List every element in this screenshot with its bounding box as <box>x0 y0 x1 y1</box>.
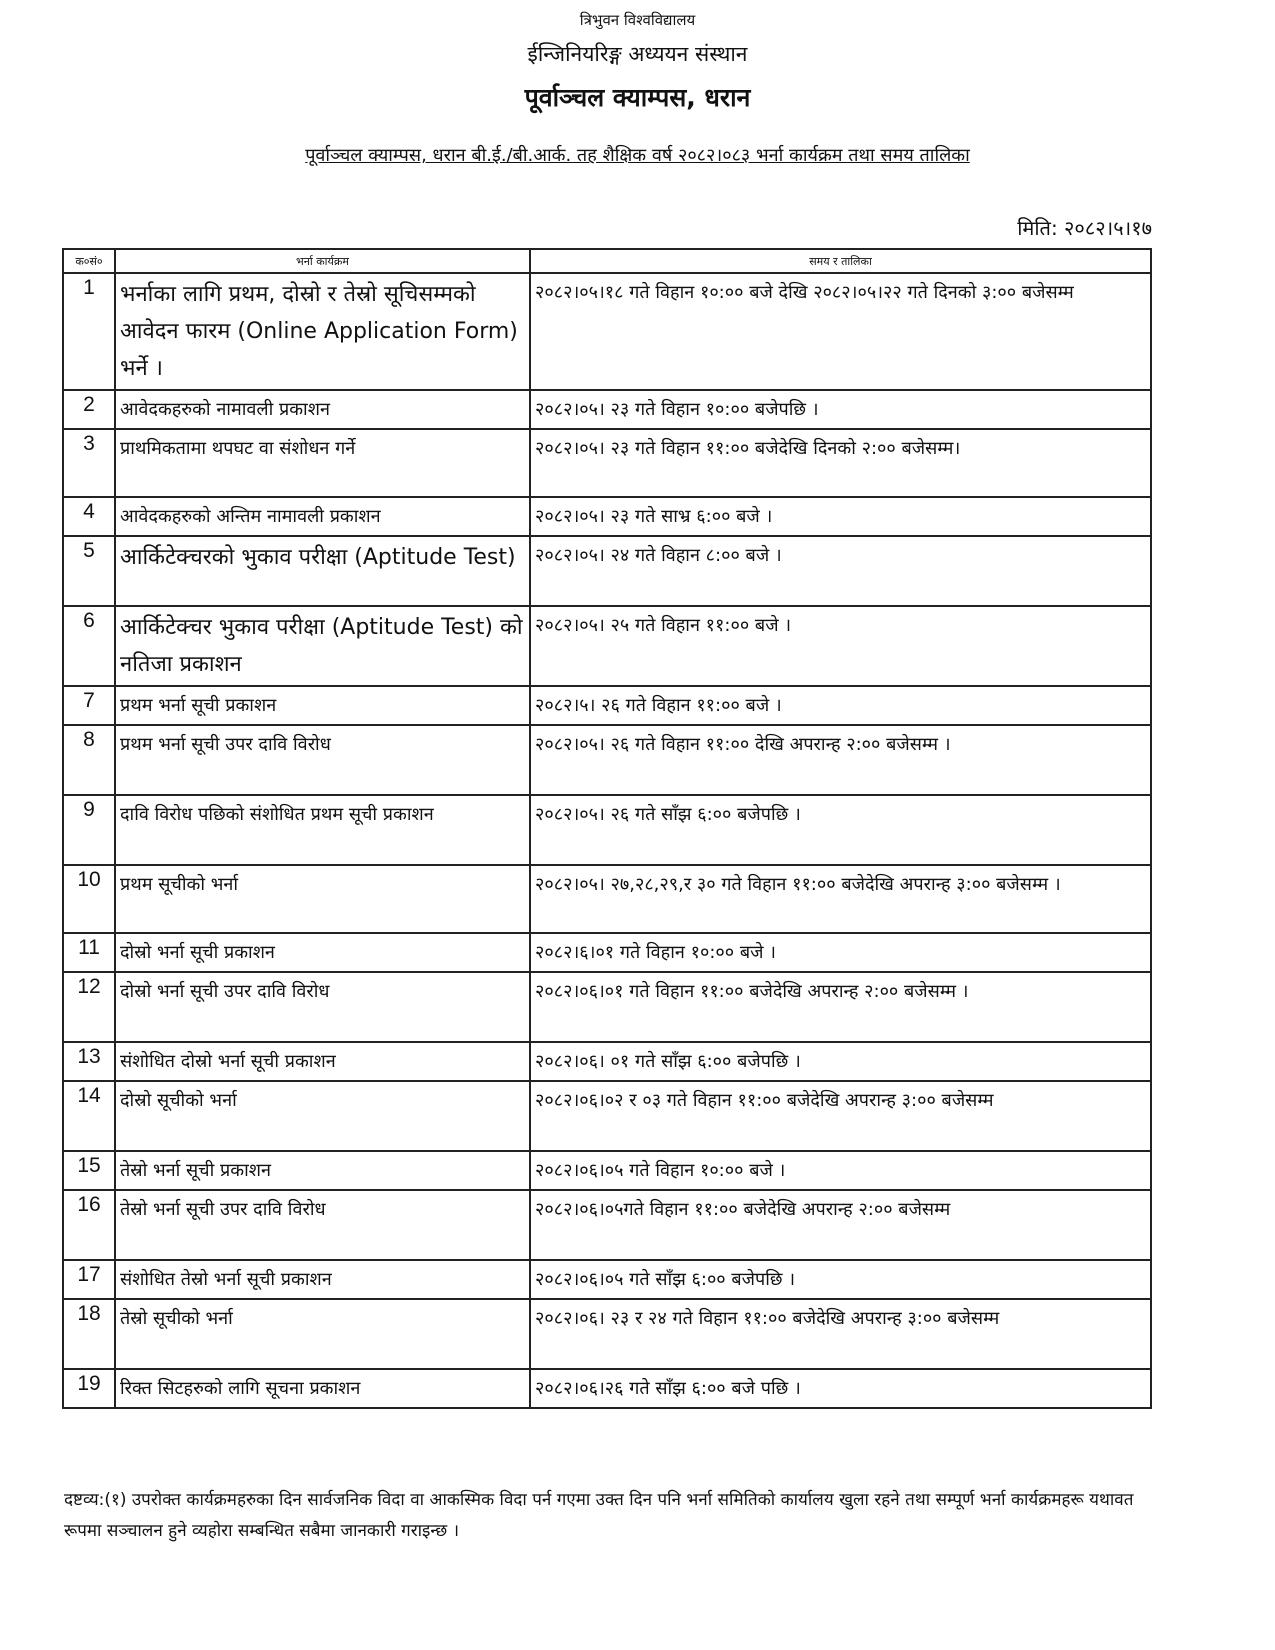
row-program: रिक्त सिटहरुको लागि सूचना प्रकाशन <box>115 1369 530 1408</box>
row-program: प्राथमिकतामा थपघट वा संशोधन गर्ने <box>115 429 530 497</box>
row-schedule: २०८२।०६। २३ र २४ गते विहान ११:०० बजेदेखि अपरान्ह ३:०० बजेसम्म <box>530 1299 1151 1369</box>
row-schedule: २०८२।०५। २३ गते विहान १०:०० बजेपछि । <box>530 390 1151 429</box>
university-name: त्रिभुवन विश्वविद्यालय <box>579 11 696 29</box>
row-program: संशोधित तेस्रो भर्ना सूची प्रकाशन <box>115 1260 530 1299</box>
row-schedule: २०८२।०६।०५ गते विहान १०:०० बजे । <box>530 1151 1151 1190</box>
note-text: दष्टव्य:(१) उपरोक्त कार्यक्रमहरुका दिन सार्वजनिक विदा वा आकस्मिक विदा पर्न गएमा उक्त दिन पनि भर्ना समितिको कार्यालय खुला रहने तथा सम्पूर्ण भर्ना कार्यक्रमहरू यथावत रूपमा सञ्चालन हुने व्यहोरा सम्बन्धित सबैमा जानकारी गराइन्छ । <box>64 1490 1134 1541</box>
row-sn: 4 <box>63 497 115 536</box>
row-program: संशोधित दोस्रो भर्ना सूची प्रकाशन <box>115 1042 530 1081</box>
row-schedule: २०८२।०५। २६ गते साँझ ६:०० बजेपछि । <box>530 795 1151 865</box>
row-sn: 3 <box>63 429 115 497</box>
row-sn: 6 <box>63 606 115 686</box>
column-header-sn: क०सं० <box>63 249 115 273</box>
campus-name: पूर्वाञ्चल क्याम्पस, धरान <box>524 83 751 112</box>
row-schedule: २०८२।०५।१८ गते विहान १०:०० बजे देखि २०८२।०५।२२ गते दिनको ३:०० बजेसम्म <box>530 273 1151 390</box>
row-program: दावि विरोध पछिको संशोधित प्रथम सूची प्रकाशन <box>115 795 530 865</box>
row-program: प्रथम सूचीको भर्ना <box>115 865 530 933</box>
row-sn: 13 <box>63 1042 115 1081</box>
document-title-text: पूर्वाञ्चल क्याम्पस, धरान बी.ई./बी.आर्क. तह शैक्षिक वर्ष २०८२।०८३ भर्ना कार्यक्रम तथा समय तालिका <box>305 145 970 166</box>
column-header-schedule: समय र तालिका <box>530 249 1151 273</box>
table-row <box>63 1369 1151 1408</box>
table-row <box>63 536 1151 606</box>
row-schedule: २०८२।०५। २३ गते विहान ११:०० बजेदेखि दिनको २:०० बजेसम्म। <box>530 429 1151 497</box>
table-row <box>63 273 1151 390</box>
row-program: दोस्रो सूचीको भर्ना <box>115 1081 530 1151</box>
row-schedule: २०८२।०५। २४ गते विहान ८:०० बजे । <box>530 536 1151 606</box>
table-row <box>63 865 1151 933</box>
row-sn: 18 <box>63 1299 115 1369</box>
row-program: आर्किटेक्चर भुकाव परीक्षा (Aptitude Test) को नतिजा प्रकाशन <box>115 606 530 686</box>
row-schedule: २०८२।०५। २३ गते साभ्र ६:०० बजे । <box>530 497 1151 536</box>
row-schedule: २०८२।०६।०५गते विहान ११:०० बजेदेखि अपरान्ह २:०० बजेसम्म <box>530 1190 1151 1260</box>
schedule-table <box>62 248 1152 1409</box>
row-program: दोस्रो भर्ना सूची उपर दावि विरोध <box>115 972 530 1042</box>
row-program: दोस्रो भर्ना सूची प्रकाशन <box>115 933 530 972</box>
row-schedule: २०८२।०५। २६ गते विहान ११:०० देखि अपरान्ह २:०० बजेसम्म । <box>530 725 1151 795</box>
row-schedule: २०८२।०५। २५ गते विहान ११:०० बजे । <box>530 606 1151 686</box>
table-row <box>63 390 1151 429</box>
row-sn: 9 <box>63 795 115 865</box>
row-program: तेस्रो सूचीको भर्ना <box>115 1299 530 1369</box>
table-row <box>63 972 1151 1042</box>
row-sn: 5 <box>63 536 115 606</box>
institute-name: ईन्जिनियरिङ्ग अध्ययन संस्थान <box>527 42 748 66</box>
table-row <box>63 1081 1151 1151</box>
table-row <box>63 1151 1151 1190</box>
row-sn: 14 <box>63 1081 115 1151</box>
row-schedule: २०८२।०६।०१ गते विहान ११:०० बजेदेखि अपरान्ह २:०० बजेसम्म । <box>530 972 1151 1042</box>
row-program: आवेदकहरुको नामावली प्रकाशन <box>115 390 530 429</box>
table-row <box>63 1260 1151 1299</box>
row-sn: 16 <box>63 1190 115 1260</box>
row-schedule: २०८२।०५। २७,२८,२९,र ३० गते विहान ११:०० बजेदेखि अपरान्ह ३:०० बजेसम्म । <box>530 865 1151 933</box>
table-row <box>63 429 1151 497</box>
table-row <box>63 795 1151 865</box>
row-sn: 1 <box>63 273 115 390</box>
row-schedule: २०८२।०६।०५ गते साँझ ६:०० बजेपछि । <box>530 1260 1151 1299</box>
table-row <box>63 497 1151 536</box>
row-program: आर्किटेक्चरको भुकाव परीक्षा (Aptitude Test) <box>115 536 530 606</box>
table-row <box>63 686 1151 725</box>
row-sn: 2 <box>63 390 115 429</box>
column-header-program: भर्ना कार्यक्रम <box>115 249 530 273</box>
row-sn: 19 <box>63 1369 115 1408</box>
row-sn: 15 <box>63 1151 115 1190</box>
row-sn: 7 <box>63 686 115 725</box>
table-row <box>63 1042 1151 1081</box>
document-title <box>0 143 1275 167</box>
table-row <box>63 725 1151 795</box>
document-date: मिति: २०८२।५।१७ <box>1017 216 1152 240</box>
row-program: तेस्रो भर्ना सूची प्रकाशन <box>115 1151 530 1190</box>
row-schedule: २०८२।६।०१ गते विहान १०:०० बजे । <box>530 933 1151 972</box>
row-schedule: २०८२।०६।०२ र ०३ गते विहान ११:०० बजेदेखि अपरान्ह ३:०० बजेसम्म <box>530 1081 1151 1151</box>
row-sn: 8 <box>63 725 115 795</box>
table-row <box>63 933 1151 972</box>
row-schedule: २०८२।०६। ०१ गते साँझ ६:०० बजेपछि । <box>530 1042 1151 1081</box>
row-sn: 17 <box>63 1260 115 1299</box>
row-program: तेस्रो भर्ना सूची उपर दावि विरोध <box>115 1190 530 1260</box>
row-program: प्रथम भर्ना सूची उपर दावि विरोध <box>115 725 530 795</box>
table-row <box>63 1299 1151 1369</box>
row-program: प्रथम भर्ना सूची प्रकाशन <box>115 686 530 725</box>
row-sn: 10 <box>63 865 115 933</box>
row-sn: 12 <box>63 972 115 1042</box>
table-row <box>63 606 1151 686</box>
row-schedule: २०८२।०६।२६ गते साँझ ६:०० बजे पछि । <box>530 1369 1151 1408</box>
row-sn: 11 <box>63 933 115 972</box>
row-program: भर्नाका लागि प्रथम, दोस्रो र तेस्रो सूचिसम्मको आवेदन फारम (Online Application Form) भर्ने । <box>115 273 530 390</box>
row-program: आवेदकहरुको अन्तिम नामावली प्रकाशन <box>115 497 530 536</box>
row-schedule: २०८२।५। २६ गते विहान ११:०० बजे । <box>530 686 1151 725</box>
table-header-row <box>63 249 1151 273</box>
table-row <box>63 1190 1151 1260</box>
